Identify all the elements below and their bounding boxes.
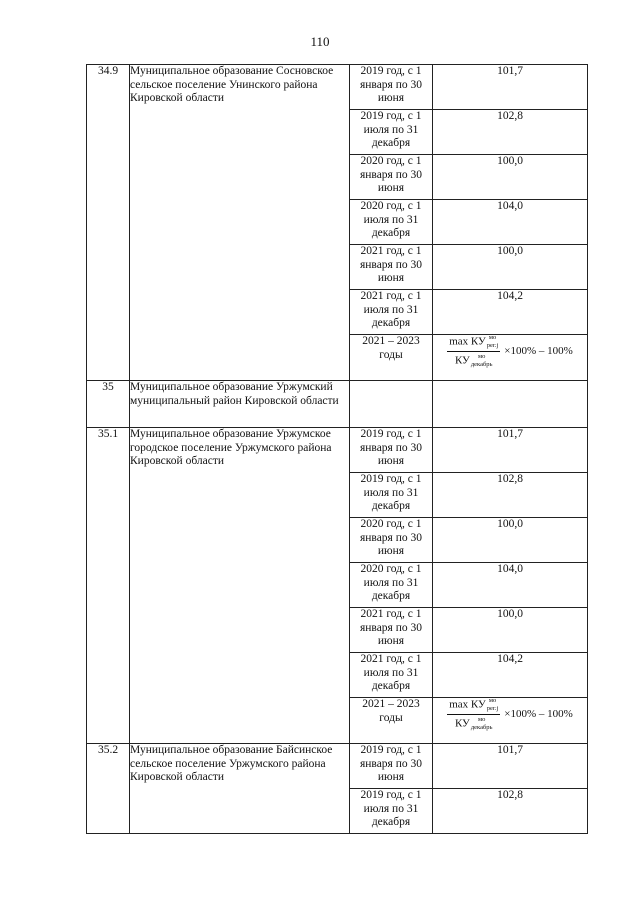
period-cell: 2019 год, с 1 января по 30 июня bbox=[350, 744, 433, 789]
period-cell: 2020 год, с 1 января по 30 июня bbox=[350, 518, 433, 563]
formula-cell bbox=[433, 335, 588, 381]
value-cell: 102,8 bbox=[433, 110, 588, 155]
value-cell: 100,0 bbox=[433, 518, 588, 563]
entity-name: Муниципальное образование Уржумское городское поселение Уржумского района Кировской области bbox=[130, 428, 350, 744]
table-row bbox=[87, 428, 588, 473]
value-cell: 101,7 bbox=[433, 428, 588, 473]
value-cell: 104,0 bbox=[433, 563, 588, 608]
value-cell: 101,7 bbox=[433, 65, 588, 110]
period-cell: 2021 год, с 1 января по 30 июня bbox=[350, 245, 433, 290]
period-cell: 2019 год, с 1 июля по 31 декабря bbox=[350, 473, 433, 518]
period-cell: 2020 год, с 1 июля по 31 декабря bbox=[350, 200, 433, 245]
period-cell: 2019 год, с 1 января по 30 июня bbox=[350, 428, 433, 473]
value-cell: 100,0 bbox=[433, 245, 588, 290]
value-cell: 104,2 bbox=[433, 290, 588, 335]
value-cell: 104,2 bbox=[433, 653, 588, 698]
period-cell bbox=[350, 381, 433, 428]
row-number: 35 bbox=[87, 381, 130, 428]
page-number: 110 bbox=[310, 34, 330, 49]
value-cell: 100,0 bbox=[433, 155, 588, 200]
formula: max КУ мо рег.j КУ мо декабрь ×100% – 100% bbox=[449, 697, 573, 731]
period-cell: 2021 год, с 1 июля по 31 декабря bbox=[350, 290, 433, 335]
period-cell: 2021 год, с 1 января по 30 июня bbox=[350, 608, 433, 653]
period-cell: 2019 год, с 1 июля по 31 декабря bbox=[350, 110, 433, 155]
row-number: 35.1 bbox=[87, 428, 130, 744]
period-cell: 2019 год, с 1 января по 30 июня bbox=[350, 65, 433, 110]
entity-name: Муниципальное образование Уржумский муниципальный район Кировской области bbox=[130, 381, 350, 428]
row-number: 34.9 bbox=[87, 65, 130, 381]
period-cell: 2021 год, с 1 июля по 31 декабря bbox=[350, 653, 433, 698]
value-cell: 102,8 bbox=[433, 789, 588, 834]
value-cell: 104,0 bbox=[433, 200, 588, 245]
period-cell: 2021 – 2023 годы bbox=[350, 698, 433, 744]
period-cell: 2019 год, с 1 июля по 31 декабря bbox=[350, 789, 433, 834]
period-cell: 2021 – 2023 годы bbox=[350, 335, 433, 381]
entity-name: Муниципальное образование Байсинское сельское поселение Уржумского района Кировской области bbox=[130, 744, 350, 834]
value-cell: 102,8 bbox=[433, 473, 588, 518]
formula-cell bbox=[433, 698, 588, 744]
entity-name: Муниципальное образование Сосновское сельское поселение Унинского района Кировской области bbox=[130, 65, 350, 381]
period-cell: 2020 год, с 1 января по 30 июня bbox=[350, 155, 433, 200]
value-cell: 101,7 bbox=[433, 744, 588, 789]
period-cell: 2020 год, с 1 июля по 31 декабря bbox=[350, 563, 433, 608]
formula: max КУ мо рег.j КУ мо декабрь ×100% – 100% bbox=[449, 334, 573, 368]
table-row bbox=[87, 65, 588, 110]
table-row bbox=[87, 744, 588, 789]
tariff-table bbox=[86, 64, 588, 834]
table-row bbox=[87, 381, 588, 428]
row-number: 35.2 bbox=[87, 744, 130, 834]
value-cell bbox=[433, 381, 588, 428]
value-cell: 100,0 bbox=[433, 608, 588, 653]
